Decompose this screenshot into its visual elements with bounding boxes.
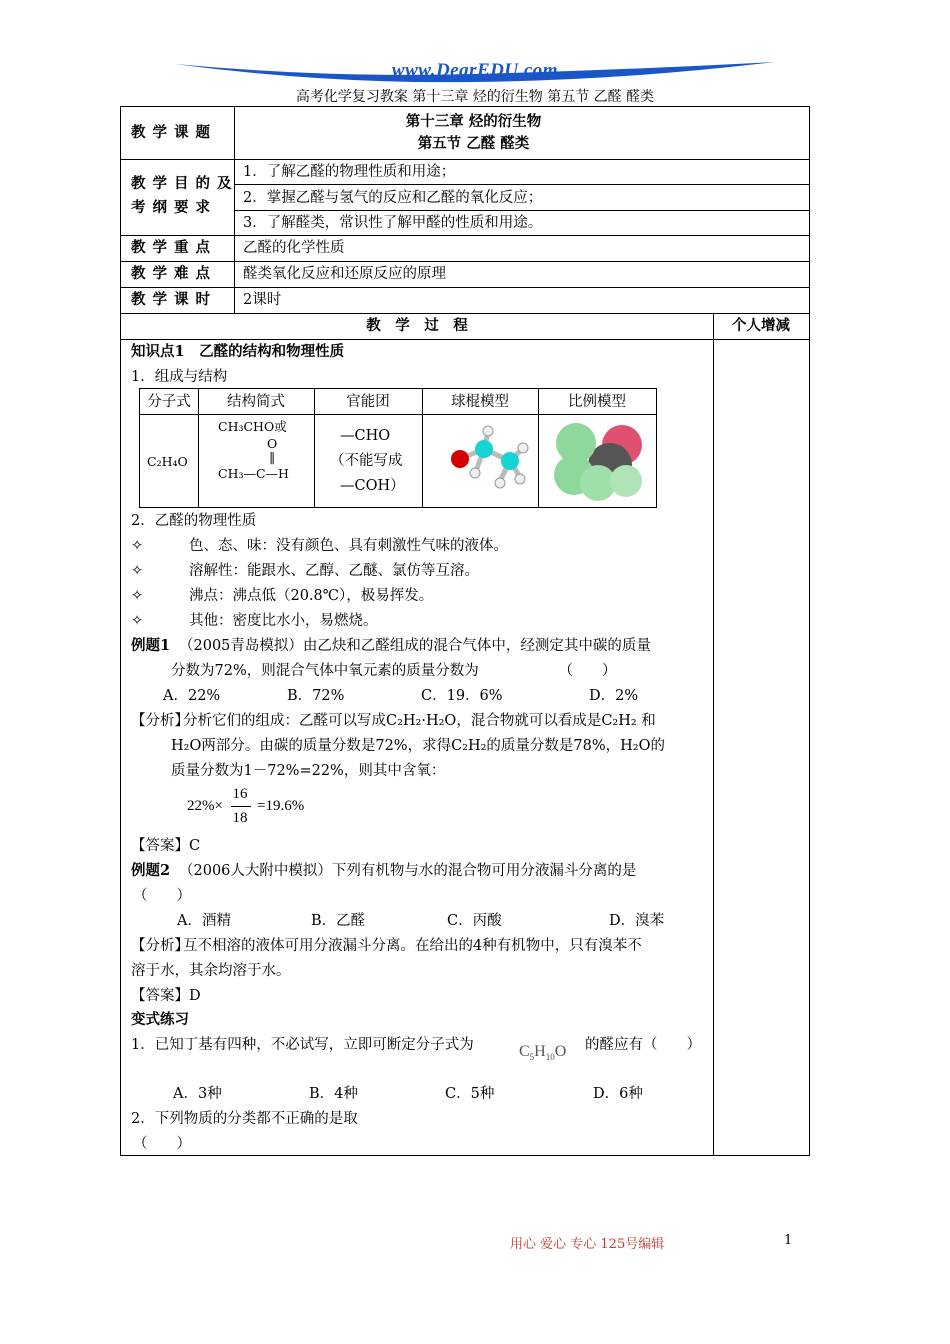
- example-1-label: 例题1: [131, 637, 171, 654]
- difficulty: 醛类氧化反应和还原反应的原理: [243, 266, 446, 282]
- question-1-pre: 1．已知丁基有四种，不必试写，立即可断定分子式为: [131, 1037, 474, 1053]
- analysis-1-line3: 质量分数为1－72%=22%，则其中含氧：: [171, 763, 446, 779]
- label-hours: 教学课时: [131, 291, 217, 308]
- bullet-1: ✧: [131, 538, 144, 554]
- example-1-option-a: A．22%: [163, 688, 221, 704]
- col-space-fill: 比例模型: [568, 394, 626, 410]
- label-key-point: 教学重点: [131, 239, 217, 256]
- property-solubility: 溶解性：能跟水、乙醇、乙醚、氯仿等互溶。: [189, 563, 479, 579]
- notes-header: 个人增减: [732, 317, 790, 334]
- example-2-label: 例题2: [131, 862, 171, 879]
- objective-2: 2．掌握乙醛与氢气的反应和乙醛的氧化反应；: [243, 190, 543, 206]
- question-1-formula: $C_5H_{10}O$: [519, 1043, 567, 1063]
- space-filling-model-image: [552, 419, 648, 503]
- document-title: 高考化学复习教案 第十三章 烃的衍生物 第五节 乙醛 醛类: [295, 89, 655, 105]
- example-2-option-c: C．丙酸: [447, 913, 502, 929]
- site-banner-text: www.DearEDU.com: [391, 60, 559, 81]
- ball-stick-model-image: [440, 419, 530, 501]
- col-group: 官能团: [346, 394, 390, 410]
- example-1-option-c: C．19．6%: [421, 688, 503, 704]
- subsection-composition: 1．组成与结构: [131, 369, 228, 385]
- analysis-1-line1: 分析它们的组成：乙醛可以写成C₂H₂·H₂O，混合物就可以看成是C₂H₂ 和: [183, 713, 656, 729]
- question-2-line2: （ ）: [133, 1136, 191, 1152]
- section-title: 第五节 乙醛 醛类: [417, 135, 530, 152]
- group-note: （不能写成: [330, 453, 403, 469]
- objective-1: 1．了解乙醛的物理性质和用途；: [243, 164, 456, 180]
- example-2-option-d: D．溴苯: [609, 913, 665, 929]
- subsection-properties: 2．乙醛的物理性质: [131, 513, 257, 529]
- group-cho: —CHO: [340, 428, 391, 444]
- bullet-3: ✧: [131, 588, 144, 604]
- property-color: 色、态、味：没有颜色、具有刺激性气味的液体。: [189, 538, 508, 554]
- answer-1: 【答案】C: [131, 838, 201, 854]
- label-difficulty: 教学难点: [131, 265, 217, 282]
- simple-formula-o: O: [267, 436, 278, 451]
- key-point: 乙醛的化学性质: [243, 240, 345, 256]
- molecular-formula: C₂H₄O: [147, 454, 188, 469]
- question-1-option-d: D．6种: [593, 1086, 643, 1102]
- example-2-option-b: B．乙醛: [311, 913, 366, 929]
- simple-formula-line1: CH₃CHO或: [218, 419, 287, 434]
- bullet-2: ✧: [131, 563, 144, 579]
- hours: 2课时: [243, 292, 282, 308]
- question-1-option-a: A．3种: [173, 1086, 222, 1102]
- question-1-option-c: C．5种: [445, 1086, 495, 1102]
- example-2-option-a: A．酒精: [177, 913, 231, 929]
- structure-table: [139, 388, 657, 508]
- example-1-line1: （2005青岛模拟）由乙炔和乙醛组成的混合气体中，经测定其中碳的质量: [179, 638, 651, 654]
- analysis-1-label: 【分析】: [131, 713, 189, 729]
- property-other: 其他：密度比水小，易燃烧。: [189, 613, 378, 629]
- analysis-2-label: 【分析】: [131, 938, 189, 954]
- question-1-post: 的醛应有（ ）: [585, 1037, 701, 1053]
- example-1-line2: 分数为72%，则混合气体中氧元素的质量分数为 （ ）: [171, 663, 617, 679]
- lesson-plan-table: 教学课题 第十三章 烃的衍生物 第五节 乙醛 醛类 教学目的及 考纲要求 1．了解乙醛的物理性质和用途； 2．掌握乙醛与氢气的反应和乙醛的氧化反应； 3．了解醛类，常识性了解甲醛的性质和用途。 教学重点 乙醛的化学性质 教学难点 醛类氧化反应和还原反应的原理 教学课时 2课时 教 学 过 程 个人增减 知识点1 乙醛的结构和物理性质 1．组成与结构 分子式 结构简式 官能团 球棍模型 比例模型 C₂H₄O CH₃CHO或 O ‖ CH₃—C—H —CHO （不能写成 —COH） 2．乙醛的物理性质 ✧ 色、态、味：没有颜色、具有刺激性气味的液体。 ✧ 溶解性：能跟水、乙醇、乙醚、氯仿等互溶。 ✧ 沸点：沸点低（20.8℃），极易挥发。 ✧ 其他：密度比水小，易燃烧。 例题1 （2005青岛模拟）由乙炔和乙醛组成的混合气体中，经测定其中碳的质量 分数为72%，则混合气体中氧元素的质量分数为 （ ） A．22% B．72% C．19．6% D．2% 【分析】 分析它们的组成：乙醛可以写成C₂H₂·H₂O，混合物就可以看成是C₂H₂ 和 H₂O两部分。由碳的质量分数是72%，求得C₂H₂的质量分数是78%，H₂O的 质量分数为1－72%=22%，则其中含氧： 22%× 16 18 =19.6% 【答案】C 例题2 （2006人大附中模拟）下列有机物与水的混合物可用分液漏斗分离的是 （ ） A．酒精 B．乙醛 C．丙酸 D．溴苯 【分析】 互不相溶的液体可用分液漏斗分离。在给出的4种有机物中，只有溴苯不 溶于水，其余均溶于水。 【答案】D 变式练习 1．已知丁基有四种，不必试写，立即可断定分子式为 $C_5H_{10}O$ 的醛应有（ ） A．3种 B．4种 C．5种 D．6种 2．下列物质的分类都不正确的是取 （ ）: [120, 106, 810, 1156]
- answer-2: 【答案】D: [131, 988, 201, 1004]
- footer-text: 用心 爱心 专心 125号编辑: [510, 1237, 665, 1252]
- chapter-title: 第十三章 烃的衍生物: [405, 113, 542, 130]
- label-objectives-2: 考纲要求: [131, 199, 217, 216]
- example-1-option-b: B．72%: [287, 688, 345, 704]
- analysis-2-line1: 互不相溶的液体可用分液漏斗分离。在给出的4种有机物中，只有溴苯不: [183, 938, 642, 954]
- col-simple: 结构简式: [227, 394, 285, 410]
- question-2-line1: 2．下列物质的分类都不正确的是取: [131, 1111, 358, 1127]
- page-number: 1: [784, 1233, 793, 1248]
- col-ball-stick: 球棍模型: [451, 394, 509, 410]
- process-header: 教 学 过 程: [366, 317, 468, 334]
- label-objectives-1: 教学目的及: [131, 175, 239, 192]
- col-formula: 分子式: [147, 394, 191, 410]
- question-1-option-b: B．4种: [309, 1086, 358, 1102]
- objective-3: 3．了解醛类，常识性了解甲醛的性质和用途。: [243, 215, 543, 231]
- analysis-2-line2: 溶于水，其余均溶于水。: [131, 963, 291, 979]
- simple-formula-bond: ‖: [269, 449, 276, 464]
- property-boiling: 沸点：沸点低（20.8℃），极易挥发。: [189, 588, 434, 604]
- group-coh: —COH）: [340, 478, 405, 494]
- example-2-line1: （2006人大附中模拟）下列有机物与水的混合物可用分液漏斗分离的是: [179, 863, 637, 879]
- practice-heading: 变式练习: [131, 1011, 189, 1028]
- knowledge-point-1: 知识点1 乙醛的结构和物理性质: [131, 343, 345, 360]
- bullet-4: ✧: [131, 613, 144, 629]
- example-1-option-d: D．2%: [589, 688, 639, 704]
- analysis-1-line2: H₂O两部分。由碳的质量分数是72%，求得C₂H₂的质量分数是78%，H₂O的: [171, 738, 666, 754]
- simple-formula-line2: CH₃—C—H: [218, 466, 289, 481]
- example-2-line2: （ ）: [133, 888, 191, 904]
- label-topic: 教学课题: [131, 124, 217, 141]
